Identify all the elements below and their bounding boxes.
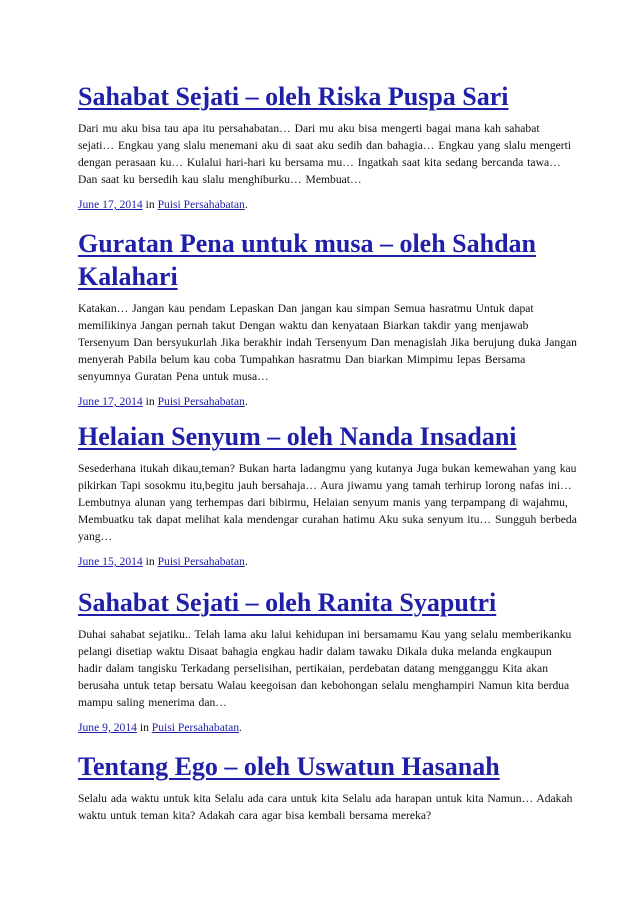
meta-in-text: in: [139, 721, 149, 734]
post-excerpt: Katakan… Jangan kau pendam Lepaskan Dan jangan kau simpan Semua hasratmu Untuk dapat memilikinya Jangan pernah takut Dengan waktu dan kenyataan Biarkan takdir yang menjawab Tersenyum Dan bersyukurlah Jika berakhir indah Tersenyum Dan menagislah Jika berujung duka Jangan menyerah Pabila belum kau coba Tumpahkan hasratmu Dan biarkan Mimpimu lepas Bersama senyumnya Guratan Pena untuk musa…: [78, 302, 577, 383]
post-date-link[interactable]: June 15, 2014: [78, 555, 143, 568]
post-category-link[interactable]: Puisi Persahabatan: [157, 395, 245, 408]
post-excerpt: Dari mu aku bisa tau apa itu persahabatan… Dari mu aku bisa mengerti bagai mana kah sahabat sejati… Engkau yang slalu menemani aku di saat aku sedih dan bahagia… Engkau yang slalu mengerti dengan perasaan ku… Kulalui hari-hari ku bersama mu… Ingatkah saat kita sedang bercanda tawa… Dan saat ku bersedih kau slalu menghiburku… Membuat…: [78, 122, 572, 186]
post-meta: [78, 553, 578, 570]
post-title-link[interactable]: Helaian Senyum – oleh Nanda Insadani: [78, 422, 517, 451]
post-category-link[interactable]: Puisi Persahabatan: [151, 721, 240, 734]
post-category-link[interactable]: Puisi Persahabatan: [157, 555, 245, 568]
post-date-link[interactable]: June 17, 2014: [78, 198, 143, 211]
post-meta: [78, 393, 578, 410]
post-meta: [78, 196, 578, 213]
post-category-link[interactable]: Puisi Persahabatan: [157, 198, 245, 211]
post-date-link[interactable]: June 17, 2014: [78, 395, 143, 408]
post-date-link[interactable]: June 9, 2014: [78, 721, 137, 734]
post-title-link[interactable]: Guratan Pena untuk musa – oleh Sahdan Kalahari: [78, 229, 537, 291]
post-excerpt: Selalu ada waktu untuk kita Selalu ada cara untuk kita Selalu ada harapan untuk kita Namun… Adakah waktu untuk teman kita? Adakah cara agar bisa kembali bersama mereka?: [78, 792, 573, 822]
post: [78, 750, 578, 824]
meta-in-text: in: [145, 198, 155, 211]
post-title-link[interactable]: Sahabat Sejati – oleh Riska Puspa Sari: [78, 82, 509, 111]
post-meta: [78, 719, 578, 736]
post-title-link[interactable]: Sahabat Sejati – oleh Ranita Syaputri: [78, 588, 497, 617]
post-title-link[interactable]: Tentang Ego – oleh Uswatun Hasanah: [78, 752, 500, 781]
post: [78, 80, 578, 213]
post: [78, 420, 578, 570]
meta-period: .: [244, 395, 248, 408]
post-excerpt: Duhai sahabat sejatiku.. Telah lama aku lalui kehidupan ini bersamamu Kau yang selalu memberikanku pelangi disetiap waktu Disaat bahagia engkau hadir dalam tawaku Dikala duka melanda engkaupun hadir dalam tangisku Terkadang perselisihan, pertikaian, perdebatan datang mengganggu Kita akan berusaha untuk tetap bersatu Walau keegoisan dan kebohongan selalu menghampiri Namun kita berdua mampu saling menerima dan…: [78, 628, 572, 709]
meta-period: .: [239, 721, 242, 734]
meta-in-text: in: [145, 395, 155, 408]
post: [78, 227, 578, 410]
meta-period: .: [244, 198, 248, 211]
post: [78, 586, 578, 736]
post-excerpt: Sesederhana itukah dikau,teman? Bukan harta ladangmu yang kutanya Juga bukan kemewahan yang kau pikirkan Tapi sosokmu itu,begitu jauh bersahaja… Aura jiwamu yang tamah terhirup lorong nafas ini… Lembutnya alunan yang terhempas dari bibirmu, Helaian senyum manis yang terpampang di wajahmu, Membuatku tak dapat melihat kala mendengar curahan hatimu Aku suka senyum itu… Sungguh berbeda yang…: [78, 462, 577, 543]
meta-period: .: [244, 555, 248, 568]
meta-in-text: in: [145, 555, 155, 568]
